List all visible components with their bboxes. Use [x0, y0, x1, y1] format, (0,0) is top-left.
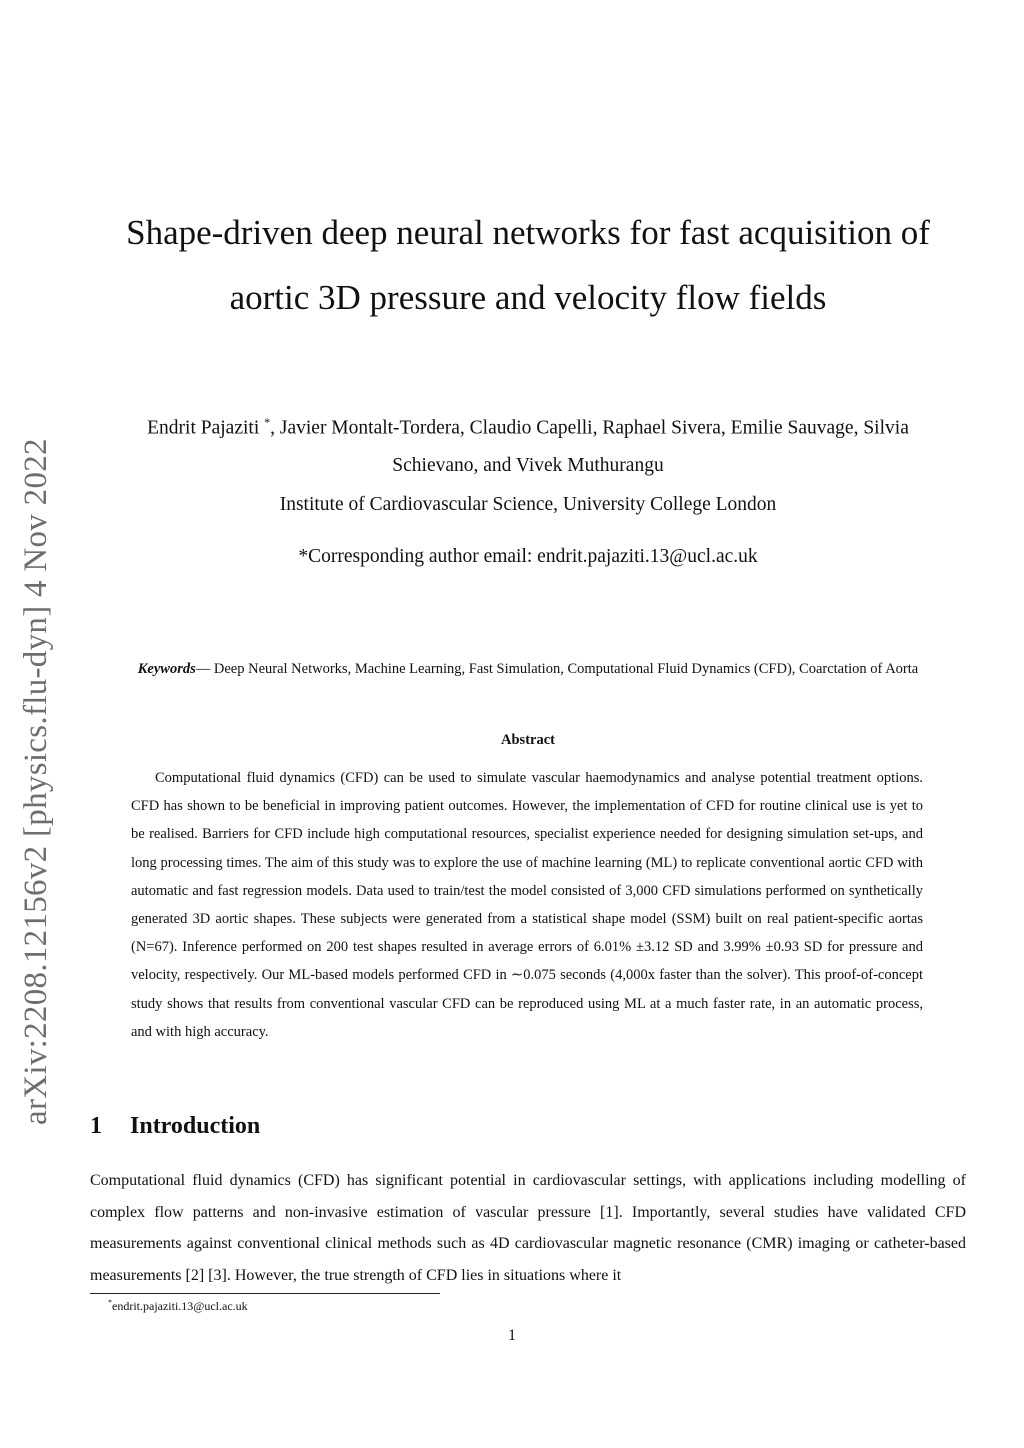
- keywords-text: — Deep Neural Networks, Machine Learning, Fast Simulation, Computational Fluid Dynamics (CFD), Coarctation of Aorta: [195, 661, 919, 677]
- corresponding-author-mark: *: [264, 415, 271, 429]
- author-list: [90, 404, 966, 484]
- footnote: [108, 1298, 248, 1314]
- section-number: 1: [90, 1113, 102, 1139]
- introduction-body: Computational fluid dynamics (CFD) has significant potential in cardiovascular settings, with applications including modelling of complex flow patterns and non-invasive estimation of vascular pressure [1]. Importantly, several studies have validated CFD measurements against conventional clinical methods such as 4D cardiovascular magnetic resonance (CMR) imaging or catheter-based measurements [2] [3]. However, the true strength of CFD lies in situations where it: [90, 1172, 966, 1284]
- abstract-heading: Abstract: [501, 732, 555, 748]
- section-heading-introduction: [90, 1113, 260, 1140]
- arxiv-identifier-stamp: arXiv:2208.12156v2 [physics.flu-dyn] 4 Nov 2022: [18, 438, 54, 1125]
- title-line-2: aortic 3D pressure and velocity flow fields: [229, 278, 827, 317]
- paper-title: [90, 200, 966, 330]
- keywords: [90, 655, 966, 683]
- co-authors-line-2: Schievano, and Vivek Muthurangu: [392, 454, 664, 476]
- corresponding-author-email: *Corresponding author email: endrit.pajaziti.13@ucl.ac.uk: [298, 546, 758, 567]
- page-number: 1: [508, 1327, 516, 1344]
- title-line-1: Shape-driven deep neural networks for fast acquisition of: [126, 213, 930, 252]
- footnote-text: endrit.pajaziti.13@ucl.ac.uk: [112, 1299, 248, 1313]
- keywords-label: Keywords: [137, 661, 196, 677]
- abstract-body: Computational fluid dynamics (CFD) can be used to simulate vascular haemodynamics and analyse potential treatment options. CFD has shown to be beneficial in improving patient outcomes. However, the implementation of CFD for routine clinical use is yet to be realised. Barriers for CFD include high computational resources, specialist experience needed for designing simulation set-ups, and long processing times. The aim of this study was to explore the use of machine learning (ML) to replicate conventional aortic CFD with automatic and fast regression models. Data used to train/test the model consisted of 3,000 CFD simulations performed on synthetically generated 3D aortic shapes. These subjects were generated from a statistical shape model (SSM) built on real patient-specific aortas (N=67). Inference performed on 200 test shapes resulted in average errors of 6.01% ±3.12 SD and 3.99% ±0.93 SD for pressure and velocity, respectively. Our ML-based models performed CFD in ∼0.075 seconds (4,000x faster than the solver). This proof-of-concept study shows that results from conventional vascular CFD can be reproduced using ML at a much faster rate, in an automatic process, and with high accuracy.: [131, 770, 923, 1040]
- affiliation: Institute of Cardiovascular Science, University College London: [279, 494, 777, 515]
- author-line-1: [90, 404, 966, 447]
- first-author: Endrit Pajaziti: [147, 417, 260, 439]
- footnote-mark: *: [108, 1298, 112, 1307]
- section-title: Introduction: [130, 1113, 261, 1139]
- co-authors-line-1: , Javier Montalt-Tordera, Claudio Capelli, Raphael Sivera, Emilie Sauvage, Silvia: [270, 417, 909, 439]
- footnote-divider: [90, 1293, 440, 1294]
